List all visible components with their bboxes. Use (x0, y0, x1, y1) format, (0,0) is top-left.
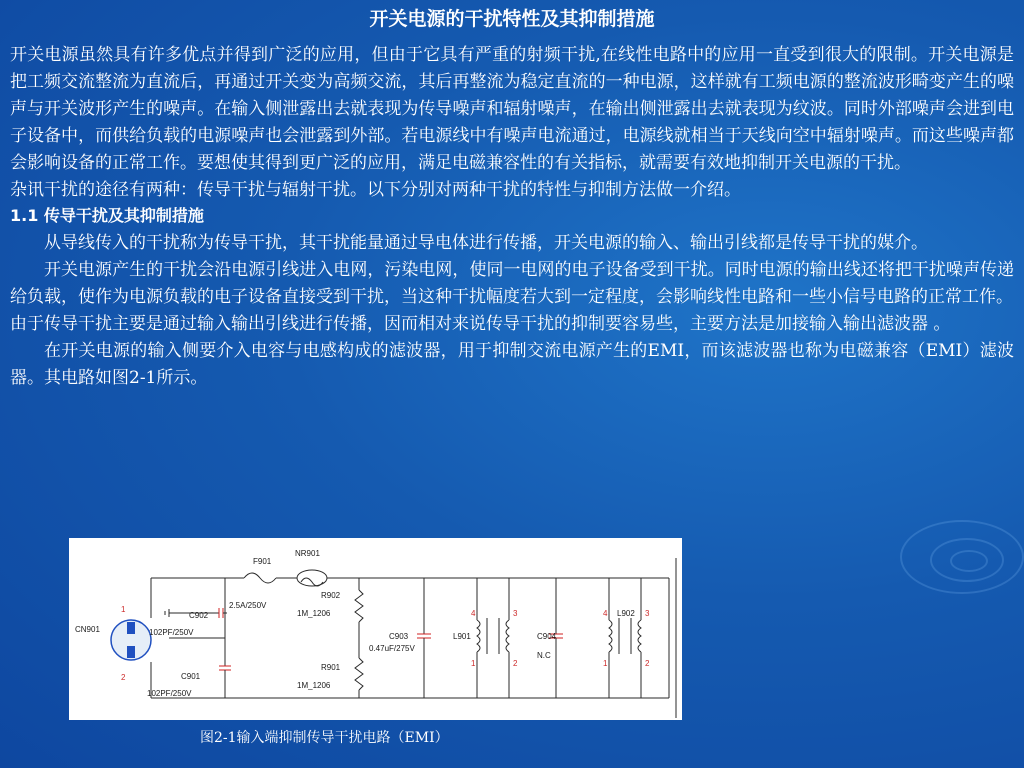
label-r902-value: 1M_1206 (297, 609, 331, 618)
pin-label: 4 (471, 609, 476, 618)
slide-body (10, 42, 1014, 392)
pin-label: 2 (121, 673, 126, 682)
emi-filter-circuit-figure (69, 538, 682, 720)
label-r902: R902 (321, 591, 341, 600)
label-c904: C904 (537, 632, 557, 641)
slide-title: 开关电源的干扰特性及其抑制措施 (369, 8, 655, 30)
pin-label: 1 (471, 659, 476, 668)
label-c902-value: 102PF/250V (149, 628, 194, 637)
label-r901-value: 1M_1206 (297, 681, 331, 690)
paragraph-emi-filter: 在开关电源的输入侧要介入电容与电感构成的滤波器，用于抑制交流电源产生的EMI，而该滤波器也称为电磁兼容（EMI）滤波器。其电路如图2-1所示。 (10, 340, 1014, 388)
label-c902-rating: 2.5A/250V (229, 601, 267, 610)
paragraph-suppression-method: 由于传导干扰主要是通过输入输出引线进行传播，因而相对来说传导干扰的抑制要容易些，主要方法是加接输入输出滤波器 。 (10, 314, 951, 335)
circuit-diagram (69, 538, 682, 720)
figure-caption: 图2-1输入端抑制传导干扰电路（EMI） (200, 730, 449, 746)
pin-label: 2 (513, 659, 518, 668)
paragraph-paths: 杂讯干扰的途径有两种：传导干扰与辐射干扰。以下分别对两种干扰的特性与抑制方法做一介绍。 (10, 179, 741, 200)
label-r901: R901 (321, 663, 341, 672)
label-l901: L901 (453, 632, 471, 641)
label-c902: C902 (189, 611, 209, 620)
paragraph-intro: 开关电源虽然具有许多优点并得到广泛的应用，但由于它具有严重的射频干扰,在线性电路中的应用一直受到很大的限制。开关电源是把工频交流整流为直流后，再通过开关变为高频交流，其后再整流为稳定直流的一种电源，这样就有工频电源的整流波形畸变产生的噪声与开关波形产生的噪声。在输入侧泄露出去就表现为传导噪声和辐射噪声，在输出侧泄露出去就表现为纹波。同时外部噪声会进到电子设备中，而供给负载的电源噪声也会泄露到外部。若电源线中有噪声电流通过，电源线就相当于天线向空中辐射噪声。而这些噪声都会影响设备的正常工作。要想使其得到更广泛的应用，满足电磁兼容性的有关指标，就需要有效地抑制开关电源的干扰。 (10, 45, 1014, 173)
pin-label: 4 (603, 609, 608, 618)
pin-label: 3 (645, 609, 650, 618)
ripple-decoration (950, 550, 988, 572)
label-c904-value: N.C (537, 651, 551, 660)
pin-label: 3 (513, 609, 518, 618)
paragraph-conducted-definition: 从导线传入的干扰称为传导干扰，其干扰能量通过导电体进行传播，开关电源的输入、输出引线都是传导干扰的媒介。 (44, 233, 928, 254)
label-nr901: NR901 (295, 549, 320, 558)
label-cn901: CN901 (75, 625, 100, 634)
label-c901: C901 (181, 672, 201, 681)
section-heading: 1.1 传导干扰及其抑制措施 (10, 206, 204, 226)
label-f901: F901 (253, 557, 272, 566)
pin-label: 1 (603, 659, 608, 668)
label-l902: L902 (617, 609, 635, 618)
connector-symbol (111, 620, 151, 660)
paragraph-conducted-effects: 开关电源产生的干扰会沿电源引线进入电网，污染电网，使同一电网的电子设备受到干扰。同时电源的输出线还将把干扰噪声传递给负载，使作为电源负载的电子设备直接受到干扰，当这种干扰幅度若大到一定程度，会影响线性电路和一些小信号电路的正常工作。 (10, 260, 1014, 308)
pin-label: 2 (645, 659, 650, 668)
label-c903: C903 (389, 632, 409, 641)
pin-label: 1 (121, 605, 126, 614)
label-c901-value: 102PF/250V (147, 689, 192, 698)
label-c903-value: 0.47uF/275V (369, 644, 415, 653)
